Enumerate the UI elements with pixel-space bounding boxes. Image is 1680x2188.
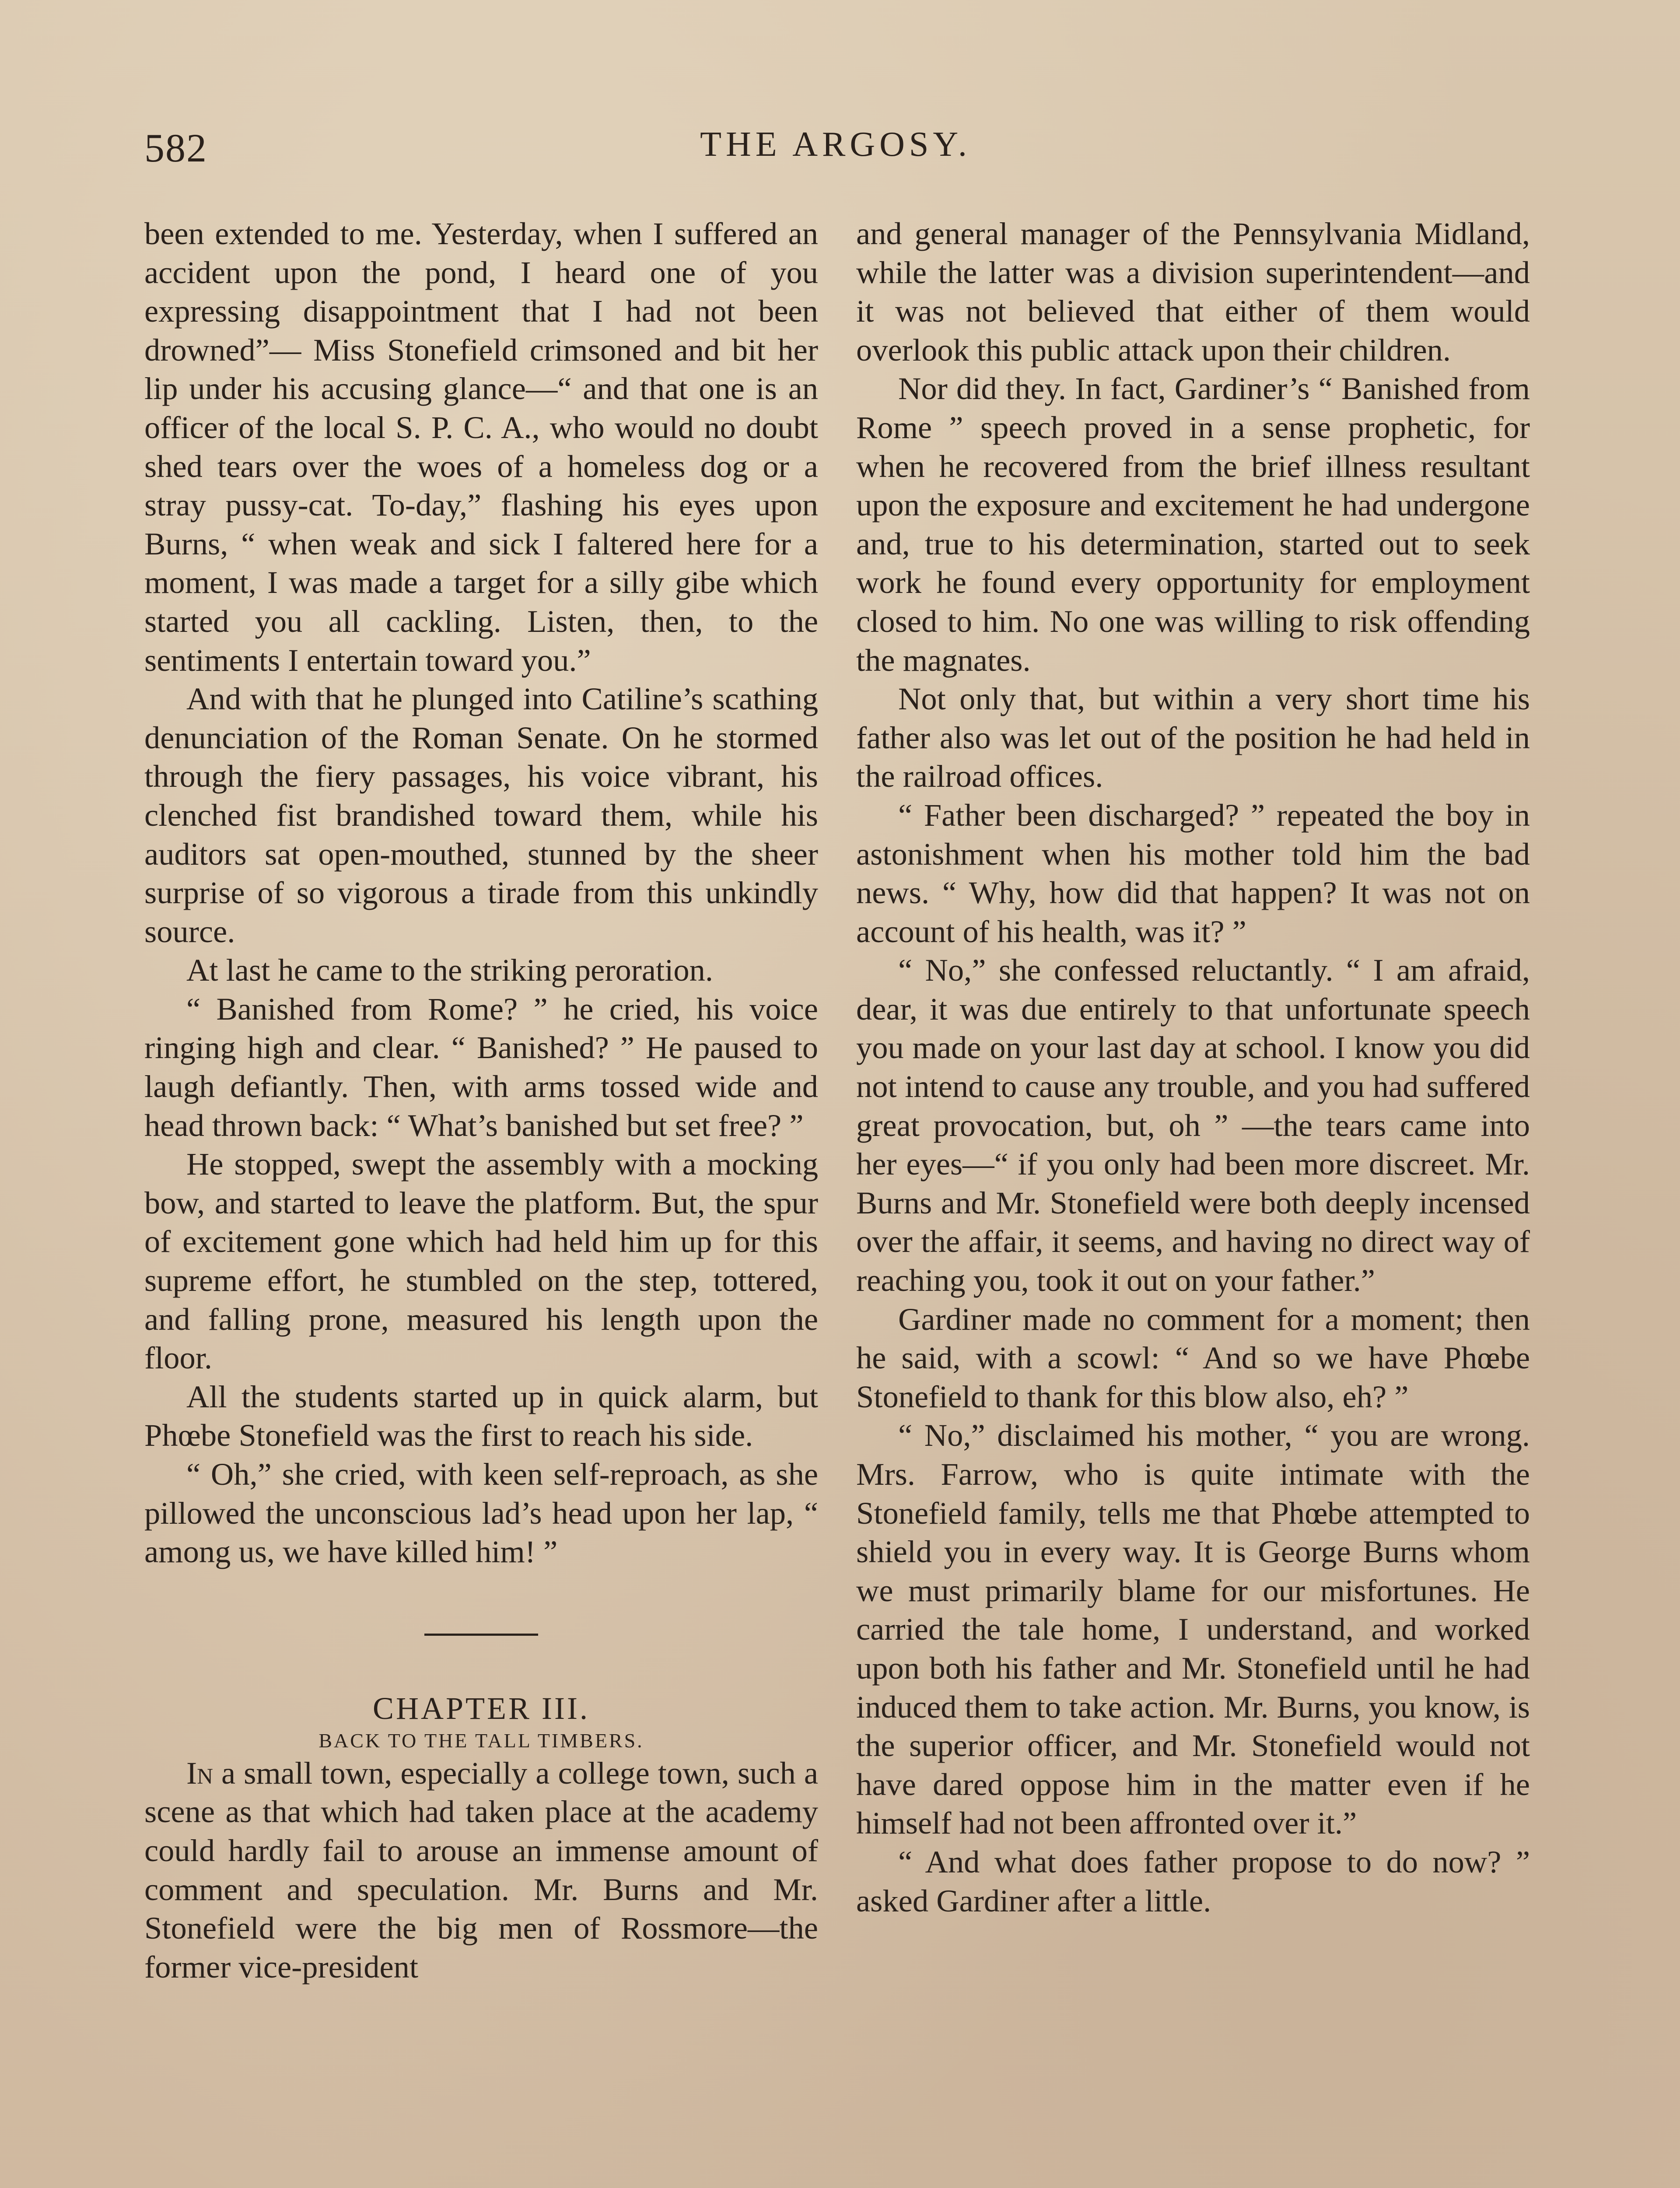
paragraph: “ And what does father propose to do now? ” asked Gardiner after a little. (856, 1844, 1530, 1918)
page-header (144, 125, 1527, 177)
paragraph: Not only that, but within a very short time his father also was let out of the position he had held in the railroad offices. (856, 681, 1530, 794)
right-column (856, 214, 1530, 1920)
paragraph: “ Father been discharged? ” repeated the boy in astonishment when his mother told him the bad news. “ Why, how did that happen? It was not on account of his health, was it? ” (856, 797, 1530, 949)
page-number: 582 (144, 126, 207, 170)
chapter-subtitle: BACK TO THE TALL TIMBERS. (318, 1729, 644, 1752)
section-divider (424, 1634, 538, 1636)
paragraph: “ Oh,” she cried, with keen self-reproach, as she pillowed the unconscious lad’s head upon her lap, “ among us, we have killed him! ” (144, 1456, 818, 1570)
paragraph: been extended to me. Yesterday, when I suffered an accident upon the pond, I heard one of you expressing disappointment that I had not been drowned”— Miss Stonefield crimsoned and bit her lip under his accusing glance—“ and that one is an officer of the local S. P. C. A., who would no doubt shed tears over the woes of a homeless dog or a stray pussy-cat. To-day,” flashing his eyes upon Burns, “ when weak and sick I faltered here for a moment, I was made a target for a silly gibe which started you all cackling. Listen, then, to the sentiments I entertain toward you.” (144, 216, 818, 678)
running-head: THE ARGOSY. (700, 125, 971, 164)
paragraph: and general manager of the Pennsylvania Midland, while the latter was a division superintendent—and it was not believed that either of them would overlook this public attack upon their children. (856, 216, 1530, 368)
paragraph: And with that he plunged into Catiline’s scathing denunciation of the Roman Senate. On he stormed through the fiery passages, his voice vibrant, his clenched fist brandished toward them, while his auditors sat open-mouthed, stunned by the sheer surprise of so vigorous a tirade from this unkindly source. (144, 681, 818, 949)
left-column (144, 214, 818, 1986)
paragraph: Nor did they. In fact, Gardiner’s “ Banished from Rome ” speech proved in a sense prophetic, for when he recovered from the brief illness resultant upon the exposure and excitement he had undergone and, true to his determination, started out to seek work he found every opportunity for employment closed to him. No one was willing to risk offending the magnates. (856, 371, 1530, 678)
chapter-opening-paragraph (144, 1754, 818, 1987)
paragraph: “ No,” disclaimed his mother, “ you are wrong. Mrs. Farrow, who is quite intimate with the Stonefield family, tells me that Phœbe attempted to shield you in every way. It is George Burns whom we must primarily blame for our misfortunes. He carried the tale home, I understand, and worked upon both his father and Mr. Stonefield until he had induced them to take action. Mr. Burns, you know, is the superior officer, and Mr. Stonefield would not have dared oppose him in the matter even if he himself had not been affronted over it.” (856, 1417, 1530, 1841)
chapter-title: CHAPTER III. (373, 1690, 590, 1726)
paragraph: All the students started up in quick alarm, but Phœbe Stonefield was the first to reach his side. (144, 1378, 818, 1453)
paragraph: At last he came to the striking peroration. (186, 952, 713, 988)
paragraph: “ No,” she confessed reluctantly. “ I am afraid, dear, it was due entirely to that unfortunate speech you made on your last day at school. I know you did not intend to cause any trouble, and you had suffered great provocation, but, oh ” —the tears came into her eyes—“ if you only had been more discreet. Mr. Burns and Mr. Stonefield were both deeply incensed over the affair, it seems, and having no direct way of reaching you, took it out on your father.” (856, 952, 1530, 1298)
paragraph: He stopped, swept the assembly with a mocking bow, and started to leave the platform. But, the spur of excitement gone which had held him up for this supreme effort, he stumbled on the step, tottered, and falling prone, measured his length upon the floor. (144, 1146, 818, 1376)
paragraph: “ Banished from Rome? ” he cried, his voice ringing high and clear. “ Banished? ” He paused to laugh defiantly. Then, with arms tossed wide and head thrown back: “ What’s banished but set free? ” (144, 991, 818, 1143)
chapter-first-paragraph-text: a small town, especially a college town, such a scene as that which had taken place at the academy could hardly fail to arouse an immense amount of comment and speculation. Mr. Burns and Mr. Stonefield were the big men of Rossmore—the former vice-president (144, 1755, 818, 1985)
paragraph: Gardiner made no comment for a moment; then he said, with a scowl: “ And so we have Phœbe Stonefield to thank for this blow also, eh? ” (856, 1301, 1530, 1414)
chapter-first-word: In (186, 1755, 213, 1791)
